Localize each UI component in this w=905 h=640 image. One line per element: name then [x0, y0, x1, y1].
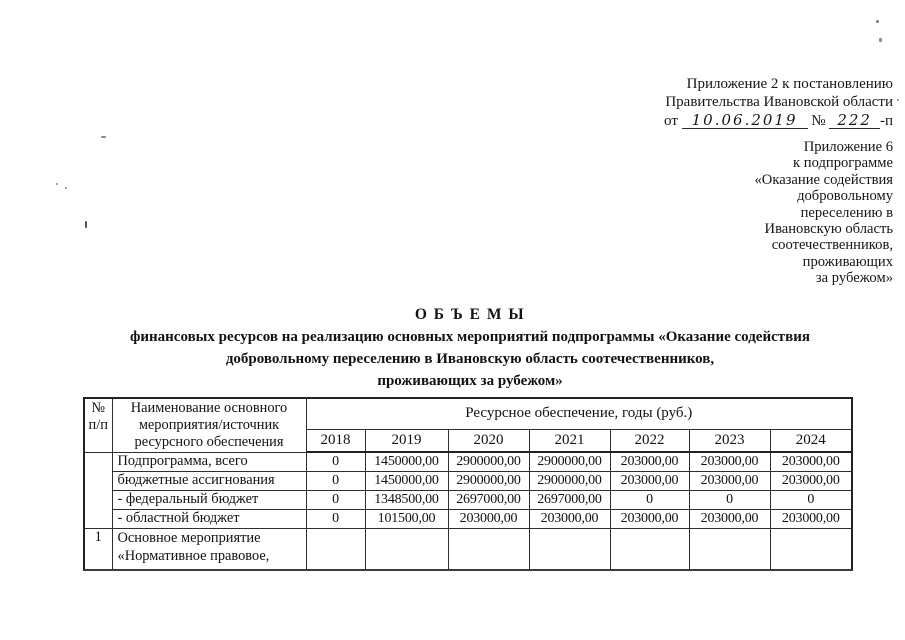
handwritten-date: 10.06.2019	[682, 113, 808, 129]
value-2019: 1450000,00	[365, 452, 448, 471]
column-header-year-2024: 2024	[770, 429, 852, 452]
row-name: - областной бюджет	[112, 509, 306, 528]
appendix6-line: соотечественников,	[771, 237, 893, 254]
appendix6-line: переселению в	[800, 204, 893, 221]
table-row-main-activity-1	[84, 528, 852, 570]
column-header-year-2021: 2021	[529, 429, 610, 452]
value-2022: 0	[610, 490, 689, 509]
title-heading: О Б Ъ Е М Ы	[414, 306, 526, 323]
title-line: добровольному переселению в Ивановскую область соотечественников,	[225, 351, 715, 367]
value-2021: 2900000,00	[529, 452, 610, 471]
column-header-year-2023: 2023	[689, 429, 770, 452]
order-prefix: от	[664, 113, 678, 129]
table-row-federal-budget	[84, 490, 852, 509]
column-header-year-2018: 2018	[306, 429, 365, 452]
value-2023: 0	[689, 490, 770, 509]
row-name: Основное мероприятие «Нормативное правовое,	[112, 528, 306, 570]
document-title	[85, 304, 855, 392]
row-name: Подпрограмма, всего	[112, 452, 306, 471]
column-header-num: № п/п	[84, 398, 112, 452]
title-line: проживающих за рубежом»	[377, 373, 563, 389]
value-2018	[306, 528, 365, 570]
appendix6-line: Приложение 6	[803, 139, 893, 155]
row-number: 1	[84, 528, 112, 570]
value-2023: 203000,00	[689, 452, 770, 471]
appendix6-annotation	[754, 139, 893, 287]
scan-speck	[101, 136, 106, 138]
appendix6-line: добровольному	[797, 188, 893, 205]
value-2020: 2900000,00	[448, 452, 529, 471]
num-cell-merged	[84, 452, 112, 528]
appendix6-line: за рубежом»	[815, 270, 893, 287]
row-name: бюджетные ассигнования	[112, 471, 306, 490]
value-2019	[365, 528, 448, 570]
value-2021: 203000,00	[529, 509, 610, 528]
appendix6-line: Ивановскую область	[764, 221, 893, 238]
value-2020: 2900000,00	[448, 471, 529, 490]
value-2020: 203000,00	[448, 509, 529, 528]
value-2023: 203000,00	[689, 509, 770, 528]
table-row-regional-budget	[84, 509, 852, 528]
value-2024: 203000,00	[770, 471, 852, 490]
value-2019: 1348500,00	[365, 490, 448, 509]
scan-speck	[85, 221, 87, 228]
handwritten-number: 222	[829, 113, 880, 129]
finance-table	[83, 397, 853, 571]
order-date-line	[664, 112, 893, 130]
value-2021: 2697000,00	[529, 490, 610, 509]
value-2018: 0	[306, 509, 365, 528]
scan-speck	[897, 99, 899, 101]
value-2024	[770, 528, 852, 570]
column-header-year-2022: 2022	[610, 429, 689, 452]
value-2018: 0	[306, 471, 365, 490]
column-header-year-2019: 2019	[365, 429, 448, 452]
table-row-budget-allocations	[84, 471, 852, 490]
value-2019: 1450000,00	[365, 471, 448, 490]
scan-speck	[876, 20, 879, 23]
table-row-subprogram-total	[84, 452, 852, 471]
title-line: финансовых ресурсов на реализацию основных мероприятий подпрограммы «Оказание содействия	[129, 329, 810, 345]
value-2022: 203000,00	[610, 509, 689, 528]
value-2022: 203000,00	[610, 452, 689, 471]
value-2024: 203000,00	[770, 452, 852, 471]
value-2020	[448, 528, 529, 570]
appendix2-line: Правительства Ивановской области	[665, 94, 893, 110]
scan-speck	[879, 38, 882, 42]
appendix6-line: «Оказание содействия	[754, 171, 893, 188]
appendix6-line: проживающих	[802, 253, 893, 270]
value-2024: 0	[770, 490, 852, 509]
value-2021	[529, 528, 610, 570]
value-2024: 203000,00	[770, 509, 852, 528]
value-2018: 0	[306, 452, 365, 471]
column-header-year-2020: 2020	[448, 429, 529, 452]
value-2022	[610, 528, 689, 570]
value-2023: 203000,00	[689, 471, 770, 490]
column-header-resource-group: Ресурсное обеспечение, годы (руб.)	[306, 398, 852, 429]
appendix2-line: Приложение 2 к постановлению	[686, 76, 893, 92]
scan-speck	[56, 183, 58, 185]
value-2021: 2900000,00	[529, 471, 610, 490]
value-2023	[689, 528, 770, 570]
value-2019: 101500,00	[365, 509, 448, 528]
value-2020: 2697000,00	[448, 490, 529, 509]
row-name: - федеральный бюджет	[112, 490, 306, 509]
appendix2-annotation	[664, 75, 893, 130]
appendix6-line: к подпрограмме	[793, 155, 893, 172]
order-suffix: -п	[879, 113, 893, 129]
value-2022: 203000,00	[610, 471, 689, 490]
order-number-sign: №	[811, 113, 826, 129]
value-2018: 0	[306, 490, 365, 509]
column-header-name: Наименование основного мероприятия/источник ресурсного обеспечения	[112, 398, 306, 452]
scan-speck	[65, 187, 67, 189]
